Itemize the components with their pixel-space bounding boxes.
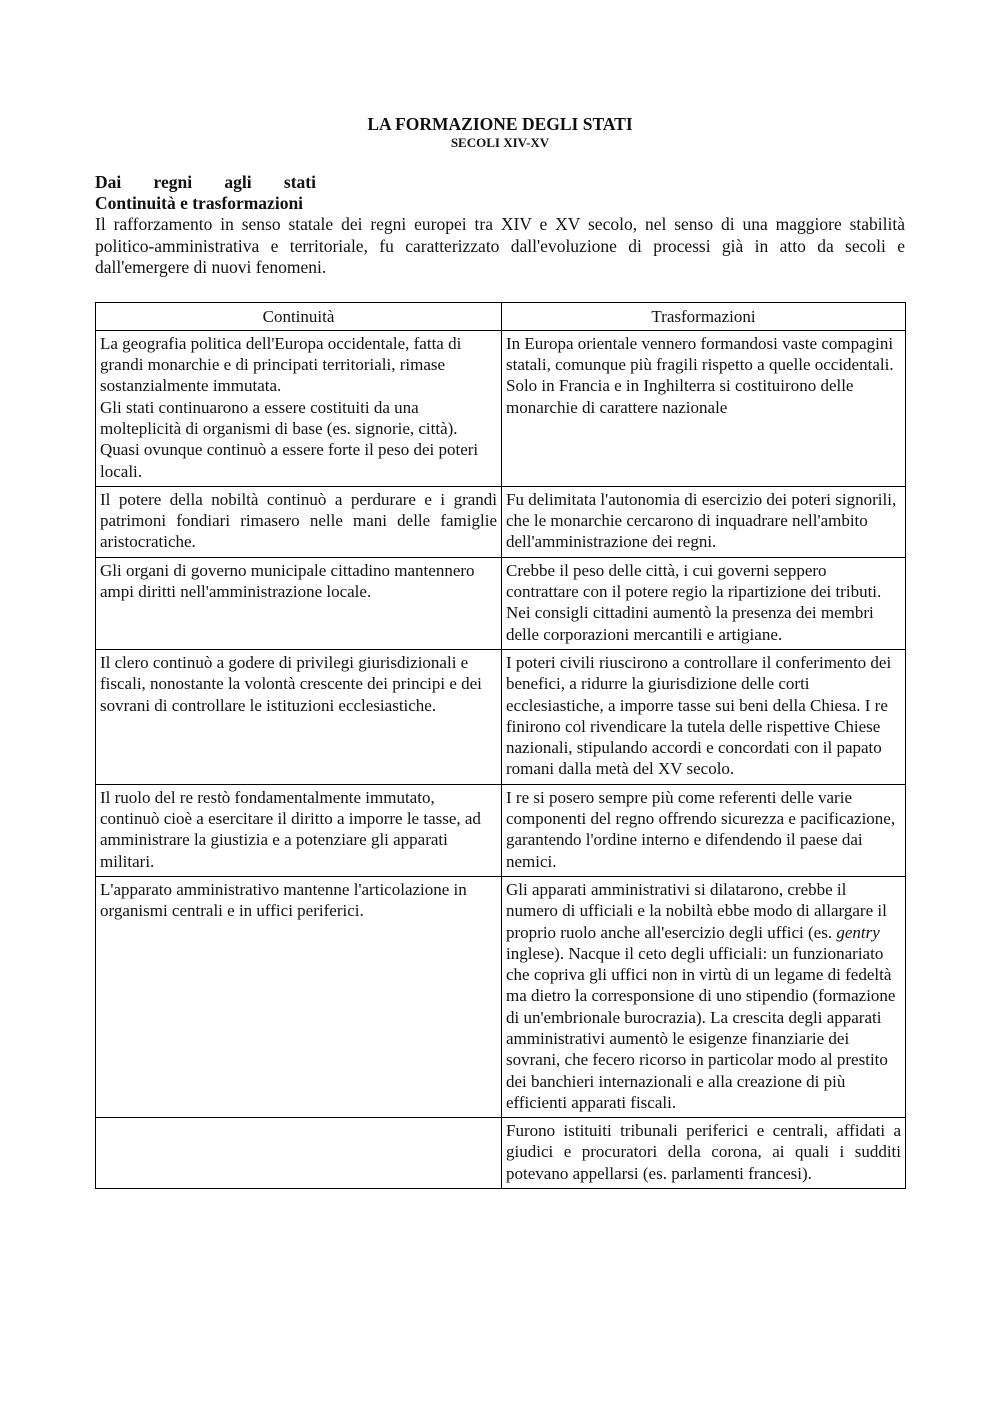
heading-word: regni [153,172,193,192]
cell-trasformazioni: I poteri civili riuscirono a controllare il conferimento dei benefici, a ridurre la giurisdizione delle corti ecclesiastiche, a imporre tasse sui beni della Chiesa. I re finirono col rivendicare la tutela delle rispettive Chiese nazionali, stipulando accordi e concordati con il papato romani dalla metà del XV secolo. [502,649,906,784]
table-row [96,1118,906,1189]
header-continuita: Continuità [96,302,502,330]
cell-continuita-empty [96,1118,502,1189]
cell-trasformazioni: Furono istituiti tribunali periferici e centrali, affidati a giudici e procuratori della corona, ai quali i sudditi potevano appellarsi (es. parlamenti francesi). [502,1118,906,1189]
cell-trasformazioni: Fu delimitata l'autonomia di esercizio dei poteri signorili, che le monarchie cercarono di inquadrare nell'ambito dell'amministrazione dei regni. [502,486,906,557]
intro-paragraph: Il rafforzamento in senso statale dei regni europei tra XIV e XV secolo, nel senso di una maggiore stabilità politico-amministrativa e territoriale, fu caratterizzato dall'evoluzione di processi già in atto da secoli e dall'emergere di nuovi fenomeni. [95,214,905,277]
comparison-table [95,302,906,1190]
cell-continuita: Il clero continuò a godere di privilegi giurisdizionali e fiscali, nonostante la volontà crescente dei principi e dei sovrani di controllare le istituzioni ecclesiastiche. [96,649,502,784]
italic-term: gentry [836,922,880,942]
table-row [96,649,906,784]
heading-word: Dai [95,172,122,192]
document-subtitle: SECOLI XIV-XV [450,135,550,150]
table-row [96,330,906,486]
section-heading [95,172,316,193]
cell-trasformazioni: I re si posero sempre più come referenti delle varie componenti del regno offrendo sicurezza e pacificazione, garantendo l'ordine interno e difendendo il paese dai nemici. [502,784,906,876]
header-trasformazioni: Trasformazioni [502,302,906,330]
document-title: LA FORMAZIONE DEGLI STATI [367,114,633,134]
table-header-row [96,302,906,330]
cell-trasformazioni: In Europa orientale vennero formandosi vaste compagini statali, comunque più fragili rispetto a quelle occidentali. Solo in Francia e in Inghilterra si costituirono delle monarchie di carattere nazionale [502,330,906,486]
cell-continuita: Gli organi di governo municipale cittadino mantennero ampi diritti nell'amministrazione locale. [96,557,502,649]
table-row [96,557,906,649]
table-row [96,876,906,1117]
document-page [95,113,905,1189]
cell-trasformazioni: Crebbe il peso delle città, i cui governi seppero contrattare con il potere regio la ripartizione dei tributi. Nei consigli cittadini aumentò la presenza dei membri delle corporazioni mercantili e artigiane. [502,557,906,649]
cell-continuita: Il potere della nobiltà continuò a perdurare e i grandi patrimoni fondiari rimasero nelle mani delle famiglie aristocratiche. [96,486,502,557]
table-row [96,486,906,557]
section-subheading: Continuità e trasformazioni [95,193,304,213]
heading-word: stati [283,172,316,192]
cell-trasformazioni: Gli apparati amministrativi si dilatarono, crebbe il numero di ufficiali e la nobiltà ebbe modo di allargare il proprio ruolo anche all'esercizio degli uffici (es. gentry inglese). Nacque il ceto degli ufficiali: un funzionariato che copriva gli uffici non in virtù di un legame di fedeltà ma dietro la corresponsione di uno stipendio (formazione di un'embrionale burocrazia). La crescita degli apparati amministrativi aumentò le esigenze finanziarie dei sovrani, che fecero ricorso in particolar modo al prestito dei banchieri internazionali e alla creazione di più efficienti apparati fiscali. [502,876,906,1117]
table-row [96,784,906,876]
cell-continuita: Il ruolo del re restò fondamentalmente immutato, continuò cioè a esercitare il diritto a imporre le tasse, ad amministrare la giustizia e a potenziare gli apparati militari. [96,784,502,876]
cell-continuita: L'apparato amministrativo mantenne l'articolazione in organismi centrali e in uffici periferici. [96,876,502,1117]
heading-word: agli [224,172,252,192]
cell-continuita: La geografia politica dell'Europa occidentale, fatta di grandi monarchie e di principati territoriali, rimase sostanzialmente immutata. Gli stati continuarono a essere costituiti da una molteplicità di organismi di base (es. signorie, città). Quasi ovunque continuò a essere forte il peso dei poteri locali. [96,330,502,486]
